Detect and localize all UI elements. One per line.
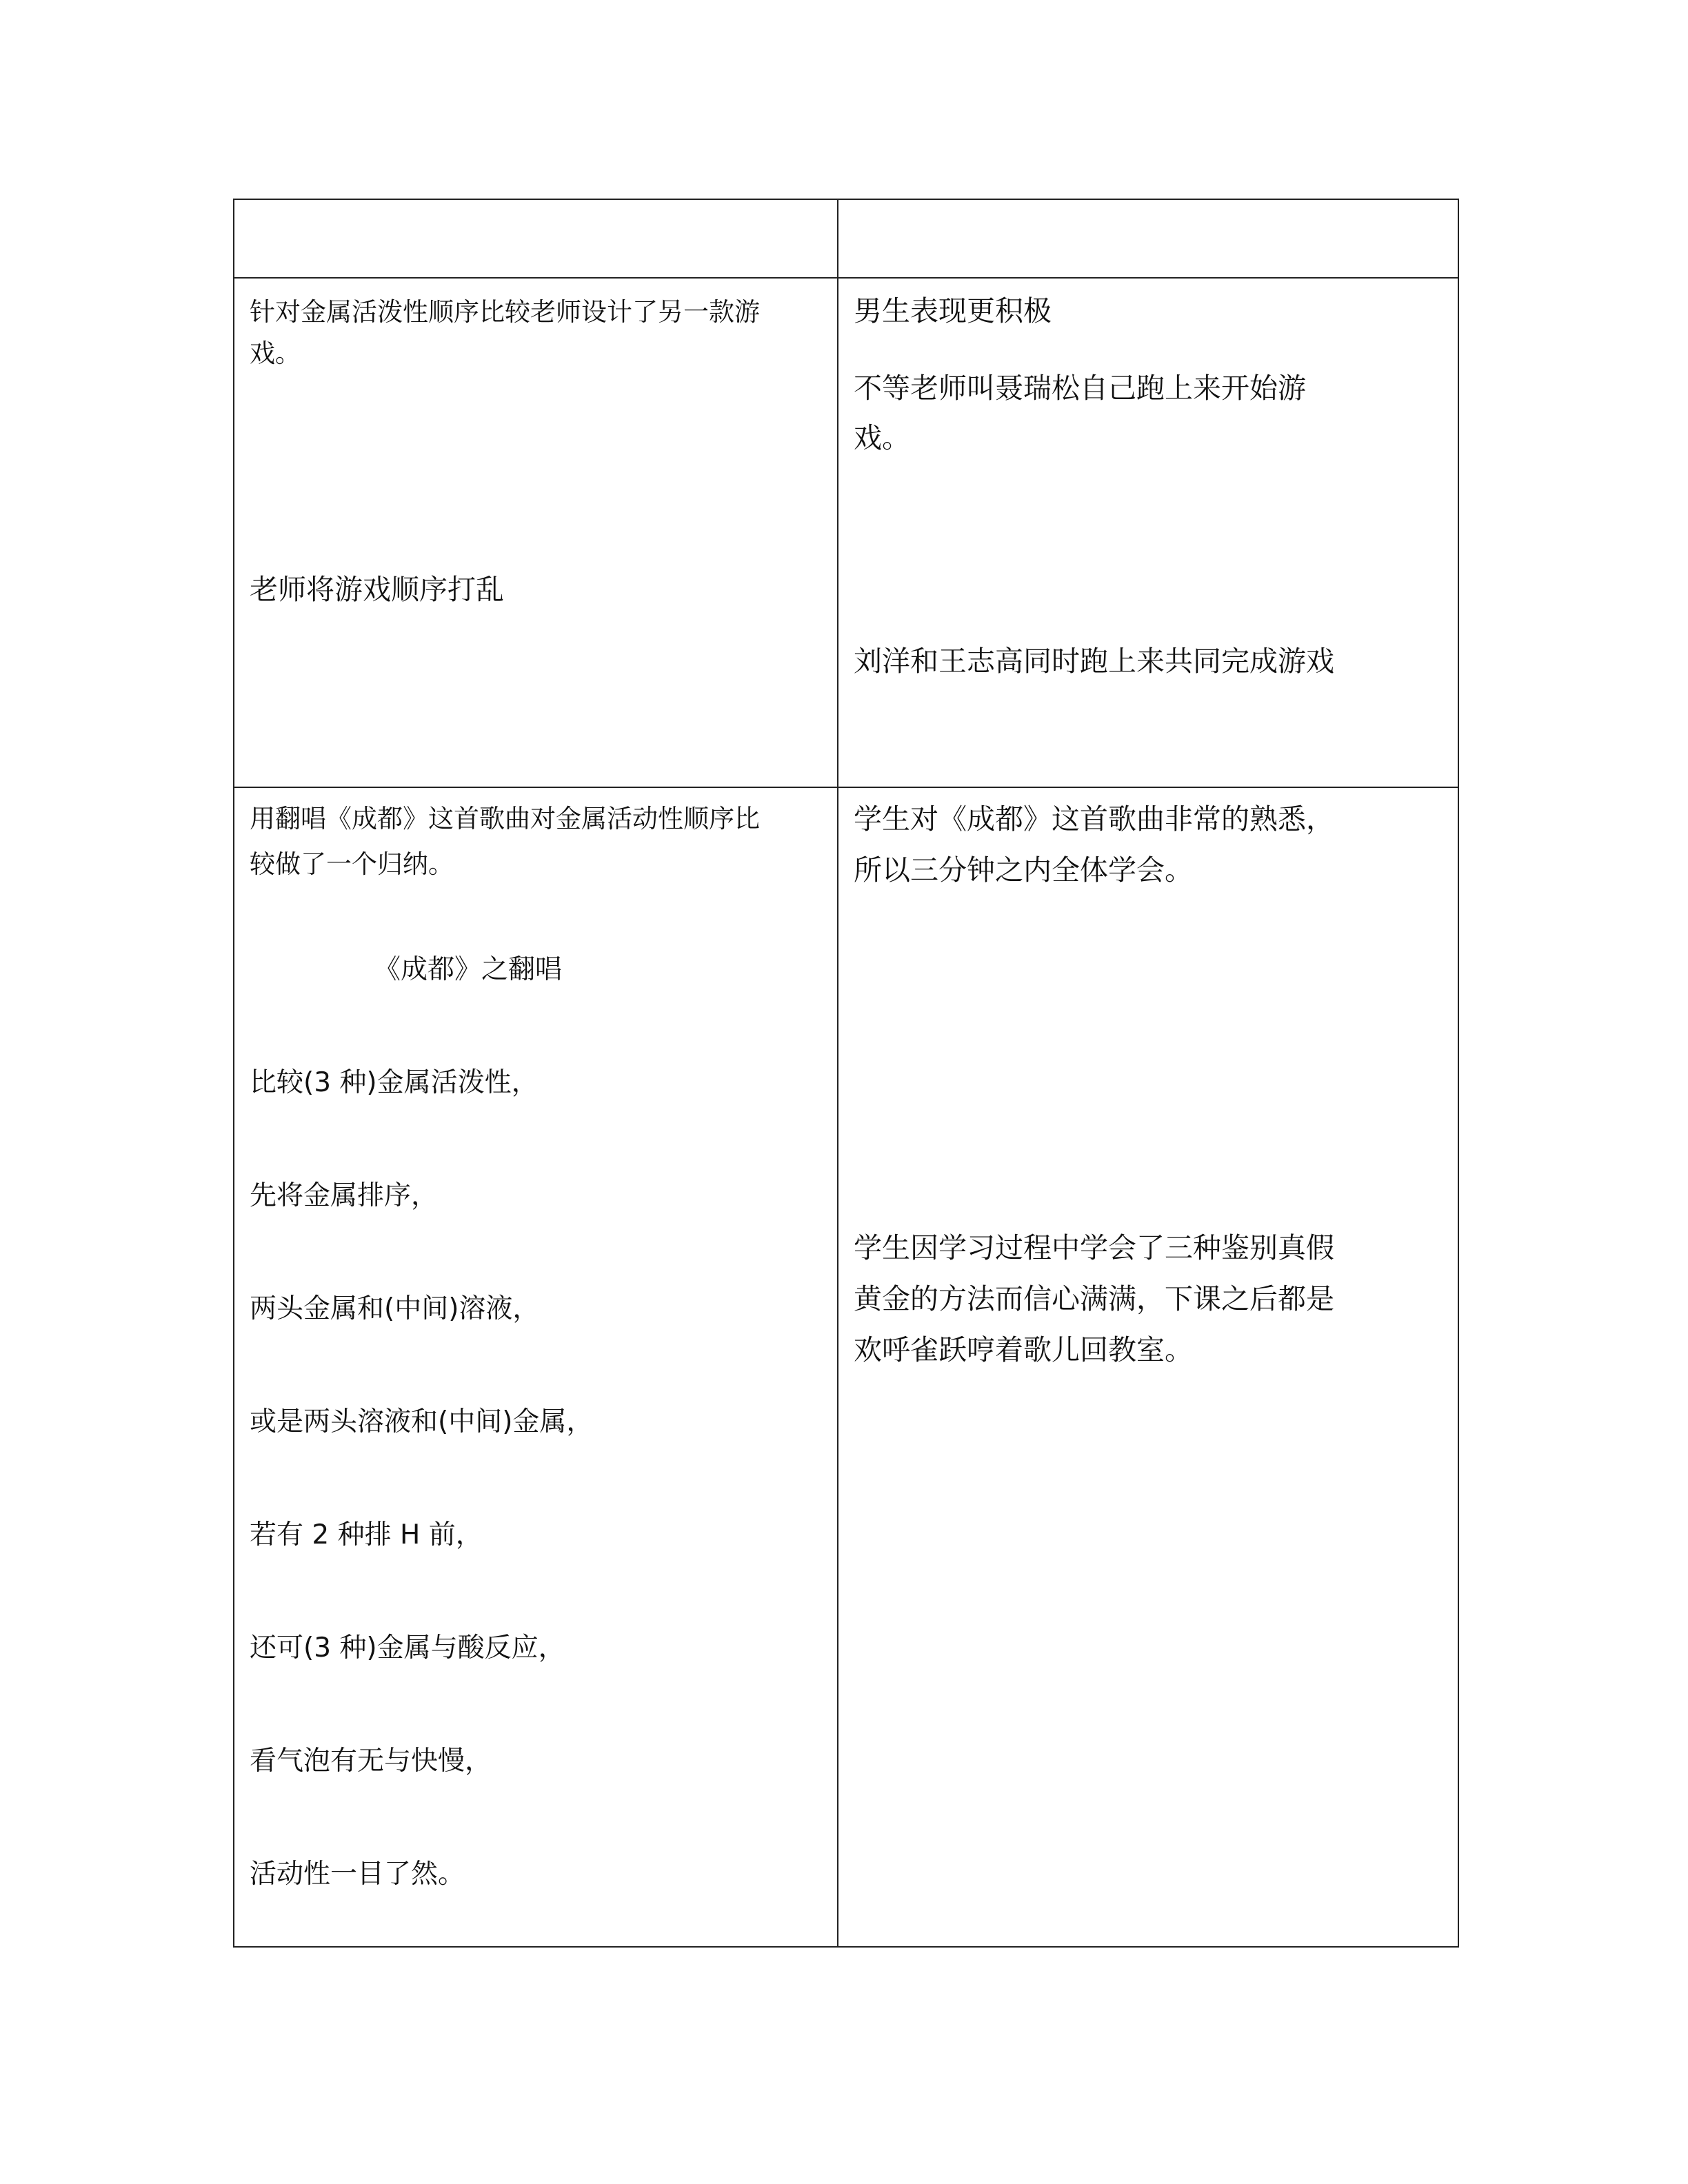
- lyric-line: 比较(3 种)金属活泼性，: [250, 1067, 539, 1098]
- confidence-line2: 黄金的方法而信心满满，下课之后都是: [854, 1282, 1334, 1315]
- lyric-line: 看气泡有无与快慢，: [250, 1746, 492, 1777]
- game-description-line1: 针对金属活泼性顺序比较老师设计了另一款游: [250, 297, 760, 327]
- lyric-line: 活动性一目了然。: [250, 1859, 465, 1890]
- lyric-line: 两头金属和(中间)溶液，: [250, 1293, 540, 1324]
- game-description-line2: 戏。: [250, 338, 301, 368]
- song-intro-line2: 较做了一个归纳。: [250, 849, 454, 879]
- lyric-line: 或是两头溶液和(中间)金属，: [250, 1406, 594, 1437]
- student-volunteer-line2: 戏。: [854, 421, 910, 454]
- lyric-line: 若有 2 种排 H 前，: [250, 1519, 483, 1550]
- table-row-game: [234, 278, 1458, 787]
- cell-r1-left: [234, 199, 838, 278]
- lyric-line: 先将金属排序，: [250, 1180, 439, 1211]
- familiar-song-line1: 学生对《成都》这首歌曲非常的熟悉，: [854, 802, 1334, 836]
- observation-table: [233, 199, 1459, 1948]
- familiar-song-line2: 所以三分钟之内全体学会。: [854, 853, 1193, 887]
- cell-r1-right: [838, 199, 1458, 278]
- confidence-line3: 欢呼雀跃哼着歌儿回教室。: [854, 1333, 1193, 1366]
- boys-active-note: 男生表现更积极: [854, 294, 1052, 327]
- cell-r2-right: [838, 278, 1458, 787]
- confidence-line1: 学生因学习过程中学会了三种鉴别真假: [854, 1231, 1334, 1264]
- song-intro-line1: 用翻唱《成都》这首歌曲对金属活动性顺序比: [250, 804, 760, 833]
- cell-r3-left: [234, 787, 838, 1947]
- students-complete-game: 刘洋和王志高同时跑上来共同完成游戏: [854, 645, 1334, 678]
- table-row-header: [234, 199, 1458, 278]
- student-volunteer-line1: 不等老师叫聂瑞松自己跑上来开始游: [854, 372, 1306, 405]
- game-shuffle-note: 老师将游戏顺序打乱: [250, 573, 504, 606]
- lyric-line: 还可(3 种)金属与酸反应，: [250, 1632, 565, 1664]
- song-title: 《成都》之翻唱: [374, 954, 563, 985]
- table-row-song: [234, 787, 1458, 1947]
- cell-r2-left: [234, 278, 838, 787]
- cell-r3-right: [838, 787, 1458, 1947]
